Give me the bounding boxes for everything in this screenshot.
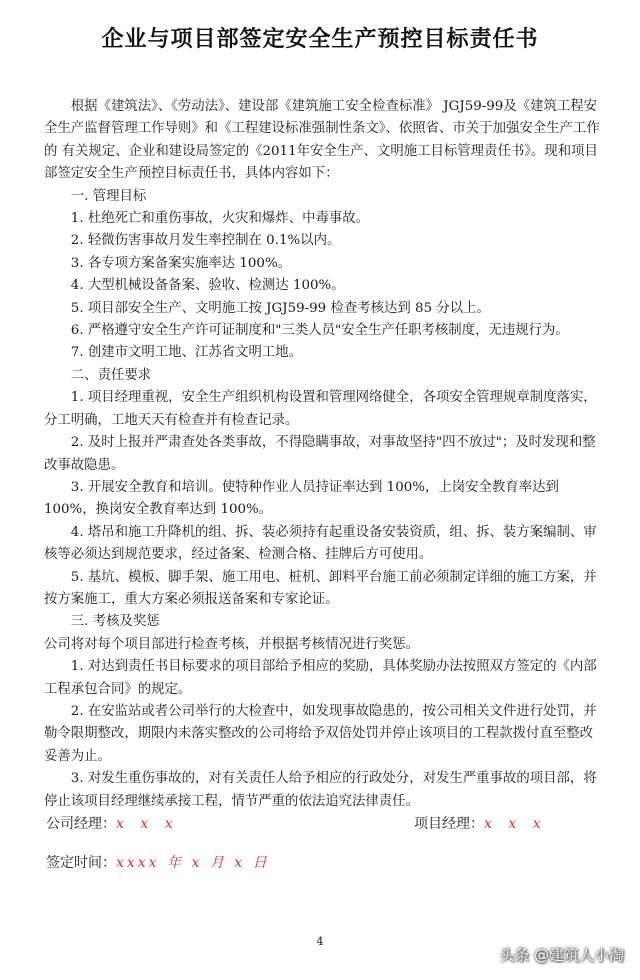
section-2-item: 1. 项目经理重视，安全生产组织机构设置和管理网络健全，各项安全管理规章制度落实，分工明确，工地天天有检查并有检查记录。 (44, 390, 597, 428)
section-3-item: 3. 对发生重伤事故的，对有关责任人给予相应的行政处分，对发生严重事故的项目部，将停止该项目经理继续承接工程，情节严重的依法追究法律责任。 (44, 771, 597, 809)
section-1-item: 6. 严格遵守安全生产许可证制度和"三类人员"安全生产任职考核制度，无违规行为。 (70, 323, 569, 339)
section-3-lead: 公司将对每个项目部进行检查考核，并根据考核情况进行奖惩。 (44, 636, 419, 652)
project-manager-signature (414, 813, 547, 833)
section-1-item: 4. 大型机械设备备案、验收、检测达 100%。 (70, 278, 345, 294)
section-3-heading: 三. 考核及奖惩 (70, 614, 160, 630)
section-1-item: 7. 创建市文明工地、江苏省文明工地。 (70, 345, 303, 361)
signing-date (46, 852, 270, 872)
section-2-item: 5. 基坑、模板、脚手架、施工用电、桩机、卸料平台施工前必须制定详细的施工方案，并按方案施工，重大方案必须报送备案和专家论证。 (44, 569, 597, 607)
signing-date-value: xxxx 年 x 月 x 日 (116, 855, 270, 871)
section-2-item: 3. 开展安全教育和培训。使特种作业人员持证率达到 100%，上岗安全教育率达到 100%，换岗安全教育率达到 100%。 (44, 479, 559, 518)
section-3-item: 2. 在安监站或者公司举行的大检查中，如发现事故隐患的，按公司相关文件进行处罚，并勒令限期整改，期限内未落实整改的公司将给予双倍处罚并停止该项目的工程款拨付直至整改妥善为止。 (44, 703, 597, 764)
section-1-heading: 一. 管理目标 (70, 188, 147, 204)
section-1-item: 3. 各专项方案备案实施率达 100%。 (70, 255, 292, 271)
project-manager-value: x x x (484, 816, 547, 832)
project-manager-label: 项目经理： (414, 816, 484, 832)
document-body (44, 96, 600, 813)
intro-paragraph: 根据《建筑法》、《劳动法》、建设部《建筑施工安全检查标准》 JGJ59-99及《建筑工程安全生产监督管理工作导则》和《工程建设标准强制性条文》、依照省、市关于加强安全生产工作的 有关规定、企业和建设局签定的《2011年安全生产、文明施工目标管理责任书》。现和项目部签定安全生产预控目标责任书，具体内容如下： (44, 99, 600, 182)
document-title: 企业与项目部签定安全生产预控目标责任书 (101, 27, 539, 52)
company-manager-signature (46, 813, 179, 833)
watermark: 头条 @建筑人小淘 (499, 946, 624, 964)
section-2-item: 4. 塔吊和施工升降机的组、拆、装必须持有起重设备安装资质，组、拆、装方案编制、审核等必须达到规范要求，经过备案、检测合格、挂牌后方可使用。 (44, 524, 597, 563)
section-2-item: 2. 及时上报并严肃查处各类事故，不得隐瞒事故，对事故坚持"四不放过"；及时发现和整改事故隐患。 (44, 435, 596, 473)
company-manager-value: x x x (116, 816, 179, 832)
company-manager-label: 公司经理： (46, 816, 116, 832)
section-1-item: 2. 轻微伤害事故月发生率控制在 0.1%以内。 (70, 233, 341, 249)
section-3-item: 1. 对达到责任书目标要求的项目部给予相应的奖励，具体奖励办法按照双方签定的《内部工程承包合同》的规定。 (44, 659, 597, 697)
section-1-item: 1. 杜绝死亡和重伤事故，火灾和爆炸、中毒事故。 (70, 211, 370, 227)
signing-date-label: 签定时间： (46, 855, 116, 871)
section-2-heading: 二、责任要求 (70, 367, 152, 383)
section-1-item: 5. 项目部安全生产、文明施工按 JGJ59-99 检查考核达到 85 分以上。 (70, 300, 490, 316)
page-number: 4 (316, 935, 324, 948)
